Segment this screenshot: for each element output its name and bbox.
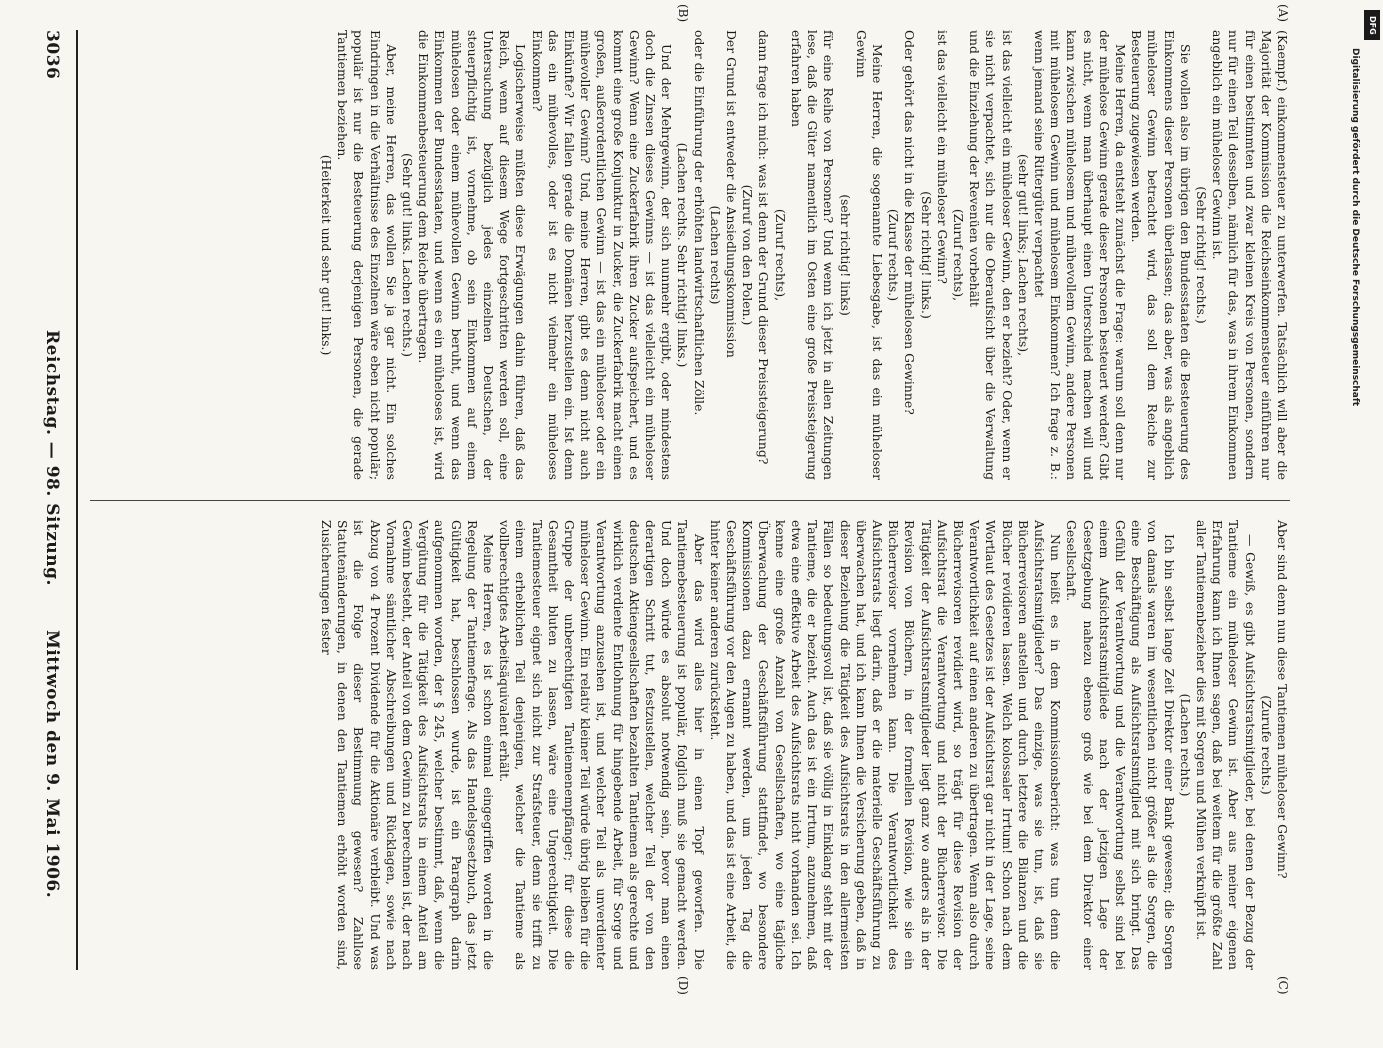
interjection: (Sehr richtig! links.) (918, 191, 934, 319)
paragraph: Aber sind denn nun diese Tantiemen müheloser Gewinn? (1275, 520, 1290, 879)
paragraph: Aber das wird alles hier in einen Topf geworfen. Die Tantiemebesteuerung ist populär, folglich muß sie gemacht werden. Und doch würde es absolut notwendig sein, bevor man einen derartigen Schritt tut, festzustellen, welcher Teil der von den deutschen Aktiengesellschaften bezahlten Tantiemen als gerechte und wirklich verdiente Entlohnung für hingebende Arbeit, für Sorge und Verantwortung anzusehen ist, und welcher Teil als unverdienter müheloser Gewinn. Ein relativ kleiner Teil würde übrig bleiben für die Gruppe der unberechtigten Tantiemenempfänger; für diese die Gesamtheit bluten zu lassen, wäre eine Ungerechtigkeit. Die Tantiemesteuer eignet sich nicht zur Strafsteuer, denn sie trifft zu einem erheblichen Teil denjenigen, welcher die Tantieme als vollberechtigtes Arbeitsäquivalent erhält. (497, 520, 707, 970)
margin-marker-c: (C) (1276, 976, 1290, 995)
session-date: Mittwoch den 9. Mai 1906. (42, 630, 62, 899)
paragraph: Aber, meine Herren, das wollen Sie ja gar nicht. Ein solches Eindringen in die Verhältnisse des Einzelnen wäre eben nicht populär; populär ist nur die Besteuerung derjenigen Personen, die gerade Tantiemen beziehen. (335, 30, 399, 480)
margin-marker-a: (A) (1276, 4, 1290, 23)
paragraph: Nun heißt es in dem Kommissionsbericht: was tun denn die Aufsichtsratsmitglieder? Das einzige, was sie tun, ist, daß sie Bücherrevisoren anstellen und durch letztere die Bilanzen und die Bücher revidieren lassen. Welch kolossaler Irrtum! Schon nach dem Wortlaut des Gesetzes ist der Aufsichtsrat gar nicht in der Lage, seine Verantwortlichkeit auf einen anderen zu übertragen. Wenn also durch Bücherrevisoren revidiert wird, so trägt für diese Revision der Aufsichtsrat die Verantwortung und nicht der Bücherrevisor. Die Tätigkeit der Aufsichtsratsmitglieder liegt ganz wo anders als in der Revision von Büchern, in der formellen Revision, wie sie ein Bücherrevisor vornehmen kann. Die Verantwortlichkeit des Aufsichtsrats liegt darin, daß er die materielle Geschäftsführung zu überwachen hat, und ich kann Ihnen die Versicherung geben, daß in dieser Beziehung die Tätigkeit des Aufsichtsrats in den allermeisten Fällen so bedeutungsvoll ist, daß sie völlig in Einklang steht mit der Tantieme, die er bezieht. Auch das ist ein Irrtum, anzunehmen, daß etwa eine effektive Arbeit des Aufsichtsrats nicht vorhanden sei. Ich kenne eine große Anzahl von Gesellschaften, wo eine tägliche Überwachung der Geschäftsführung stattfindet, wo besondere Kommissionen dazu ernannt werden, um jeden Tag die Geschäftsführung vor den Augen zu haben, und das ist eine Arbeit, die hinter keiner anderen zurücksteht. (707, 520, 1064, 970)
dfg-logo: DFG (1364, 10, 1380, 40)
interjection: (Zuruf von den Polen.) (740, 184, 756, 326)
interjection: (Zuruf rechts), (772, 208, 788, 302)
paragraph: Der Grund ist entweder die Ansiedlungskommission (724, 30, 740, 358)
digitization-credit: Digitalisierung gefördert durch die Deutsche Forschungsgemeinschaft (1350, 48, 1360, 407)
interjection: (sehr gut! links; Lachen rechts), (1015, 153, 1031, 357)
paragraph: Oder gehört das nicht in die Klasse der mühelosen Gewinne? (902, 30, 918, 415)
margin-marker-d: (D) (676, 976, 690, 995)
paragraph: Meine Herren, da entsteht zunächst die Frage: warum soll denn nur der mühelose Gewinn gerade dieser Personen besteuert werden? Gibt es nicht, wenn man überhaupt einen Unterschied machen will und kann zwischen mühelosem und mühevollem Gewinn, andere Personen mit mühelosem Gewinn und mühelosem Einkommen? Ich frage z. B.: wenn jemand seine Rittergüter verpachtet (1031, 30, 1128, 480)
interjection: (Sehr richtig! rechts.) (1193, 186, 1209, 324)
interjection: (Lachen rechts.) (1177, 693, 1193, 797)
right-column (90, 520, 1290, 970)
paragraph: ist das vielleicht ein müheloser Gewinn, den er bezieht? Oder, wenn er sie nicht verpachtet, sich nur die Oberaufsicht über die Verwaltung und die Einziehung der Revenüen vorbehält (967, 30, 1015, 480)
interjection: (Zurufe rechts.) (1258, 695, 1274, 795)
interjection: (Lachen rechts) (707, 205, 723, 305)
paragraph: dann frage ich mich: was ist denn der Grund dieser Preissteigerung? (756, 30, 772, 465)
paragraph: für eine Reihe von Personen? Und wenn ich jetzt in allen Zeitungen lese, daß die Güter namentlich im Osten eine große Preissteigerung erfahren haben (788, 30, 837, 480)
interjection: (Sehr gut! links. Lachen rechts.) (400, 152, 416, 358)
interjection: (sehr richtig! links) (837, 194, 853, 316)
header-rule (76, 30, 78, 970)
left-column (90, 30, 1290, 480)
paragraph: Ich bin selbst lange Zeit Direktor einer Bank gewesen; die Sorgen von damals waren im wesentlichen nicht größer als die Sorgen, die eine Beschäftigung als Aufsichtsratsmitglied mit sich bringt. Das Gefühl der Verantwortung und die Verantwortung selbst sind bei einem Aufsichtsratsmitgliede nach der jetzigen Lage der Gesetzgebung nahezu ebenso groß wie bei dem Direktor einer Gesellschaft. (1064, 520, 1177, 970)
paragraph: — Gewiß, es gibt Aufsichtsratsmitglieder, bei denen der Bezug der Tantieme ein müheloser Gewinn ist. Aber aus meiner eigenen Erfahrung kann ich Ihnen sagen, daß bei weitem für die größte Zahl aller Tantiemenbezieher dies mit Sorgen und Mühen verknüpft ist. (1193, 520, 1258, 970)
interjection: (Zuruf rechts.) (886, 208, 902, 302)
page-header (30, 30, 70, 970)
paragraph: Sie wollen also im übrigen den Bundesstaaten die Besteuerung des Einkommens dieser Personen überlassen; das aber, was als angeblich müheloser Gewinn betrachtet wird, das soll dem Reiche zur Besteuerung zugewiesen werden. (1129, 30, 1193, 480)
paragraph: Logischerweise müßten diese Erwägungen dahin führen, daß das Reich, wenn auf diesem Wege fortgeschritten werden soll, eine Untersuchung bezüglich jedes einzelnen Deutschen, der steuerpflichtig ist, vornehme, ob sein Einkommen auf einem mühelosen oder einem mühevollen Gewinn beruht, und wenn das Einkommen der Bundesstaaten, und wenn es ein müheloses ist, wird die Einkommenbesteuerung dem Reiche übertragen. (416, 30, 529, 480)
interjection: (Zuruf rechts), (950, 208, 966, 302)
paragraph: Und der Mehrgewinn, der sich nunmehr ergibt, oder mindestens doch die Zinsen dieses Gewinns — ist das vielleicht ein müheloser Gewinn? Wenn eine Zuckerfabrik ihren Zucker aufspeichert, und es kommt eine große Konjunktur in Zucker, die Zuckerfabrik macht einen großen, außerordentlichen Gewinn — ist das ein müheloser oder ein mühevoller Gewinn? Und, meine Herren, gibt es denn nicht auch Einkünfte? Wir fallen gerade die Domänen herzustellen ein. Ist denn das ein mühevolles, oder ist es nicht vielmehr ein müheloses Einkommen? (529, 30, 675, 480)
margin-marker-b: (B) (676, 4, 690, 23)
paragraph: oder die Einführung der erhöhten landwirtschaftlichen Zölle. (691, 30, 707, 416)
column-divider (90, 500, 1290, 501)
page-number: 3036 (42, 30, 62, 80)
interjection: (Lachen rechts. Sehr richtig! links.) (675, 142, 691, 368)
interjection: (Heiterkeit und sehr gut! links.) (319, 154, 335, 356)
paragraph: ist das vielleicht ein müheloser Gewinn? (934, 30, 950, 284)
paragraph: Meine Herren, die sogenannte Liebesgabe, ist das ein müheloser Gewinn (853, 30, 885, 480)
paragraph: (Kaempf.) einkommensteuer zu unterwerfen. Tatsächlich will aber die Majorität der Kommission die Reichseinkommensteuer einführen nur für einen bestimmten und zwar kleinen Kreis von Personen, sondern nur für einen Teil desselben, nämlich für das, was in ihrem Einkommen angeblich ein müheloser Gewinn ist. (1210, 30, 1290, 480)
paragraph: Meine Herren, es ist schon einmal eingegriffen worden in die Regelung der Tantiemefrage. Als das Handelsgesetzbuch, das jetzt Gültigkeit hat, beschlossen wurde, ist ein Paragraph darin aufgenommen worden, der § 245, welcher bestimmt, daß, wenn die Vergütung für die Tätigkeit des Aufsichtsrats in einem Anteil am Gewinn besteht, der Anteil von dem Gewinn zu berechnen ist, der nach Vornahme sämtlicher Abschreibungen und Rücklagen, sowie nach Abzug von 4 Prozent Dividende für die Aktionäre verbleibt. Und was ist die Folge dieser Bestimmung gewesen? Zahllose Statutenänderungen, in denen den Tantiemen erhöht worden sind, Zusicherungen fester (319, 520, 497, 970)
session-title: Reichstag. — 98. Sitzung. (42, 330, 62, 586)
